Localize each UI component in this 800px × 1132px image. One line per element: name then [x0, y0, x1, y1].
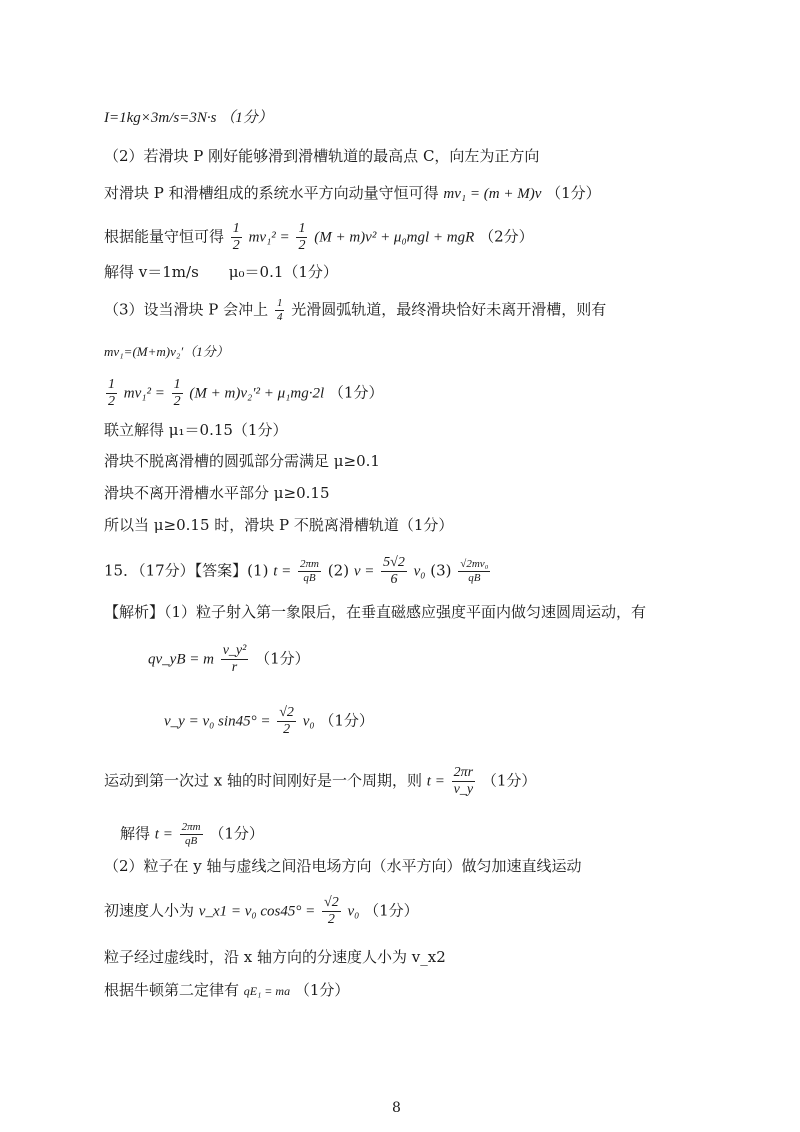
score-mark: （1分） [319, 711, 374, 730]
equation: (M + m)v₂′² + μ₁mg·2l [189, 385, 325, 402]
fraction: $\frac{2\pi m}{qB}$ [181, 821, 201, 847]
text-line: 初速度人小为 v_x1 = v₀ cos45° = $\frac{√2}{2}$ v₀ （1分） [104, 895, 419, 927]
fraction: $\frac{\text{v\_y²}}{r}$ [222, 643, 247, 675]
score-mark: （1分） [328, 383, 384, 402]
score-mark: （1分） [364, 901, 419, 920]
text-segment: 对滑块 P 和滑槽组成的系统水平方向动量守恒可得 [104, 184, 439, 202]
equation: qE₁ = ma [243, 984, 291, 998]
text-segment: 根据牛顿第二定律有 [104, 981, 240, 999]
score-mark: （2分） [479, 227, 534, 246]
text-line: 【解析】（1）粒子射入第一象限后，在垂直磁感应强度平面内做匀速圆周运动，有 [104, 603, 647, 621]
fraction: $\frac{√2}{2}$ [324, 895, 339, 927]
text-line: 联立解得 μ₁＝0.15（1分） [104, 421, 288, 439]
fraction: $\frac{2\pi m}{qB}$ [300, 558, 320, 584]
score-mark: （1分） [481, 771, 537, 790]
text-line: 解得 v＝1m/s μ₀＝0.1（1分） [104, 263, 338, 281]
text-line [104, 183, 601, 204]
text-line [104, 298, 606, 323]
text-line: 所以当 μ≥0.15 时，滑块 P 不脱离滑槽轨道（1分） [104, 516, 454, 534]
text-line: 解得 t = $\frac{2\pi m}{qB}$ （1分） [120, 821, 264, 847]
text-line: 粒子经过虚线时，沿 x 轴方向的分速度人小为 v_x2 [104, 948, 446, 966]
answer-line: 15．（17分）【答案】(1) t = $\frac{2\pi m}{qB}$ (2) v = $\frac{5√2}{6}$ v₀ (3) $\frac{\text{√2mv₀}}{qB}$ [104, 555, 489, 587]
fraction: $\frac{1}{4}$ [276, 297, 283, 323]
score-mark: （1分） [209, 824, 264, 843]
text-segment: 运动到第一次过 x 轴的时间刚好是一个周期，则 [104, 771, 422, 790]
text-segment: (3) [430, 561, 452, 580]
text-segment: (2) [327, 561, 350, 580]
text-segment: （3）设当滑块 P 会冲上 [104, 300, 269, 319]
fraction: $\frac{√2}{2}$ [279, 705, 294, 737]
equation: (M + m)v² + μ₀mgl + mgR [314, 229, 475, 246]
text-line: （2）粒子在 y 轴与虚线之间沿电场方向（水平方向）做匀加速直线运动 [104, 857, 582, 875]
text-line: 运动到第一次过 x 轴的时间刚好是一个周期，则 t = $\frac{2\pi r}{v\_y}$ （1分） [104, 765, 537, 797]
fraction: $\frac{1}{2}$ [232, 221, 240, 253]
fraction: $\frac{1}{2}$ [108, 377, 115, 409]
score-mark: （1分） [255, 649, 310, 668]
equation-line: v_y = v₀ sin45° = $\frac{√2}{2}$ v₀ （1分） [164, 705, 374, 737]
fraction: $\frac{2\pi r}{v\_y}$ [453, 765, 474, 797]
score-mark: （1分） [546, 184, 601, 202]
text-line: I=1kg×3m/s=3N·s （1分） [104, 110, 273, 126]
equation: qv_yB = m [148, 651, 214, 668]
fraction: $\frac{1}{2}$ [298, 221, 306, 253]
score-mark: （1分） [294, 981, 350, 999]
fraction: $\frac{1}{2}$ [173, 377, 181, 409]
text-line: mv₁=(M+m)v₂′（1分） [104, 344, 229, 359]
text-line [104, 980, 349, 1001]
equation: v_x1 = v₀ cos45° = [198, 903, 316, 920]
fraction: $\frac{\text{√2mv₀}}{qB}$ [460, 558, 489, 584]
equation: mv₁ = (m + M)v [443, 186, 542, 202]
text-segment: 根据能量守恒可得 [104, 227, 225, 246]
text-line: 滑块不脱离滑槽的圆弧部分需满足 μ≥0.1 [104, 452, 380, 470]
equation-line [148, 644, 310, 675]
text-line: $\frac{1}{2}$ mv₁² = $\frac{1}{2}$ (M + m)v₂′² + μ₁mg·2l （1分） [108, 377, 384, 409]
page-number: 8 [392, 1100, 401, 1116]
fraction: $\frac{5√2}{6}$ [383, 555, 405, 587]
text-line: 根据能量守恒可得 $\frac{1}{2}$ mv₁² = $\frac{1}{2}$ (M + m)v² + μ₀mgl + mgR （2分） [104, 221, 534, 253]
text-line: 滑块不离开滑槽水平部分 μ≥0.15 [104, 484, 330, 502]
text-segment: 解得 [120, 824, 151, 843]
text-segment: 初速度人小为 [104, 901, 195, 920]
text-segment: 光滑圆弧轨道，最终滑块恰好未离开滑槽，则有 [291, 300, 607, 319]
equation: v_y = v₀ sin45° = [164, 713, 271, 730]
text-line: （2）若滑块 P 刚好能够滑到滑槽轨道的最高点 C，向左为正方向 [104, 147, 540, 165]
text-segment: 15．（17分）【答案】(1) [104, 561, 269, 580]
